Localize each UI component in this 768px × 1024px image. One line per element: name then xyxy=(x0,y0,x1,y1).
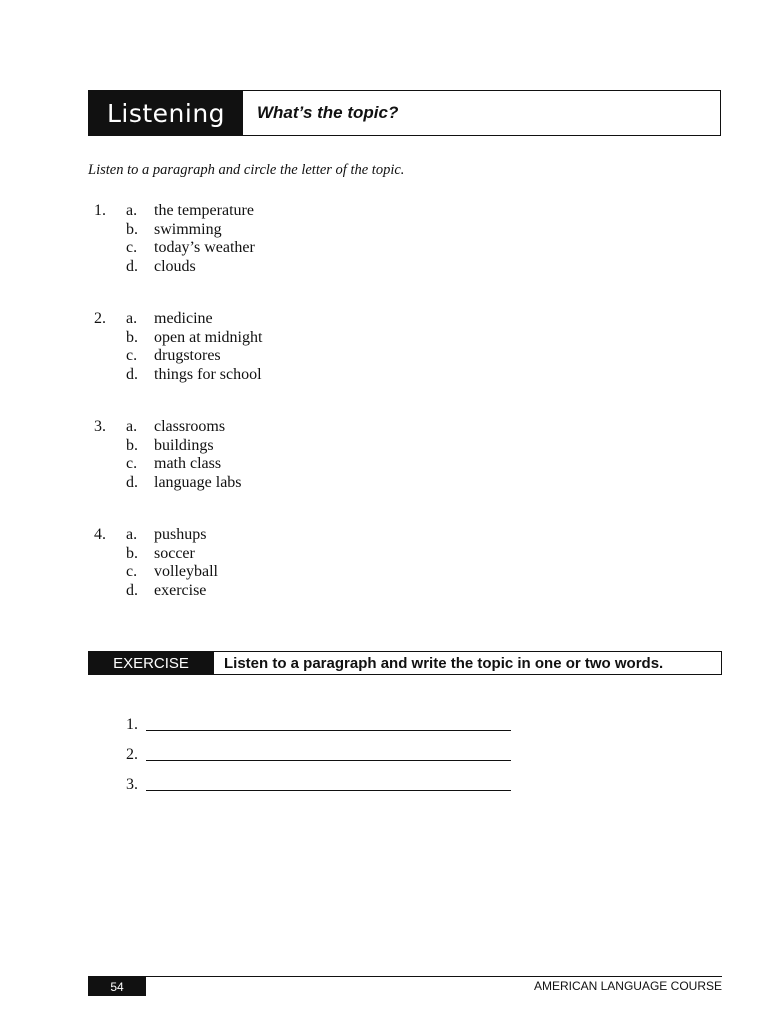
answer-blank[interactable] xyxy=(146,746,511,761)
option-text: the temperature xyxy=(154,202,254,219)
answer-number: 1. xyxy=(126,716,138,733)
answer-number: 3. xyxy=(126,776,138,793)
option-row[interactable] xyxy=(94,474,242,493)
course-title: AMERICAN LANGUAGE COURSE xyxy=(533,979,722,993)
answer-blank[interactable] xyxy=(146,776,511,791)
question-2 xyxy=(94,310,262,384)
question-4 xyxy=(94,526,218,600)
option-text: language labs xyxy=(154,473,242,491)
option-row[interactable] xyxy=(94,526,218,545)
exercise-instruction: Listen to a paragraph and write the topic in one or two words. xyxy=(224,654,664,672)
option-row[interactable] xyxy=(94,239,255,258)
section-label: Listening xyxy=(89,91,243,135)
answer-blank[interactable] xyxy=(146,716,511,731)
question-number: 3. xyxy=(94,418,106,435)
option-text: drugstores xyxy=(154,347,221,364)
option-row[interactable] xyxy=(94,347,262,366)
option-text: soccer xyxy=(154,544,195,562)
option-row[interactable] xyxy=(94,329,262,348)
question-number: 2. xyxy=(94,310,106,327)
option-row[interactable] xyxy=(94,582,218,601)
option-letter[interactable]: c. xyxy=(126,563,138,580)
option-text: medicine xyxy=(154,310,213,327)
option-letter[interactable]: d. xyxy=(126,581,138,599)
option-text: buildings xyxy=(154,436,214,454)
option-letter[interactable]: a. xyxy=(126,418,138,435)
option-text: things for school xyxy=(154,365,262,383)
option-letter[interactable]: a. xyxy=(126,202,138,219)
option-text: exercise xyxy=(154,581,207,599)
option-text: open at midnight xyxy=(154,328,263,346)
answer-row xyxy=(126,704,511,734)
answer-row xyxy=(126,764,511,794)
option-letter[interactable]: a. xyxy=(126,526,138,543)
option-row[interactable] xyxy=(94,455,242,474)
option-letter[interactable]: b. xyxy=(126,436,138,454)
answer-lines xyxy=(126,704,511,794)
option-letter[interactable]: d. xyxy=(126,365,138,383)
option-text: today’s weather xyxy=(154,239,255,256)
question-number: 4. xyxy=(94,526,106,543)
option-row[interactable] xyxy=(94,418,242,437)
question-number: 1. xyxy=(94,202,106,219)
option-text: pushups xyxy=(154,526,207,543)
question-1 xyxy=(94,202,255,276)
exercise-label: EXERCISE xyxy=(88,652,214,674)
option-letter[interactable]: b. xyxy=(126,220,138,238)
option-letter[interactable]: b. xyxy=(126,544,138,562)
option-row[interactable] xyxy=(94,221,255,240)
page-number: 54 xyxy=(88,977,146,996)
option-row[interactable] xyxy=(94,258,255,277)
option-text: classrooms xyxy=(154,418,226,435)
exercise-header xyxy=(88,651,722,675)
option-letter[interactable]: a. xyxy=(126,310,138,327)
answer-row xyxy=(126,734,511,764)
section-header xyxy=(88,90,721,136)
option-letter[interactable]: c. xyxy=(126,239,138,256)
footer-divider xyxy=(88,976,722,977)
section-title: What’s the topic? xyxy=(257,103,399,122)
option-row[interactable] xyxy=(94,310,262,329)
option-letter[interactable]: d. xyxy=(126,257,138,275)
option-row[interactable] xyxy=(94,437,242,456)
option-row[interactable] xyxy=(94,366,262,385)
option-letter[interactable]: c. xyxy=(126,347,138,364)
option-letter[interactable]: b. xyxy=(126,328,138,346)
answer-number: 2. xyxy=(126,746,138,763)
option-row[interactable] xyxy=(94,202,255,221)
option-text: clouds xyxy=(154,257,196,275)
option-row[interactable] xyxy=(94,545,218,564)
option-letter[interactable]: d. xyxy=(126,473,138,491)
option-text: math class xyxy=(154,455,222,472)
option-text: swimming xyxy=(154,220,222,238)
option-text: volleyball xyxy=(154,563,218,580)
instructions: Listen to a paragraph and circle the letter of the topic. xyxy=(88,162,405,178)
option-row[interactable] xyxy=(94,563,218,582)
option-letter[interactable]: c. xyxy=(126,455,138,472)
question-3 xyxy=(94,418,242,492)
